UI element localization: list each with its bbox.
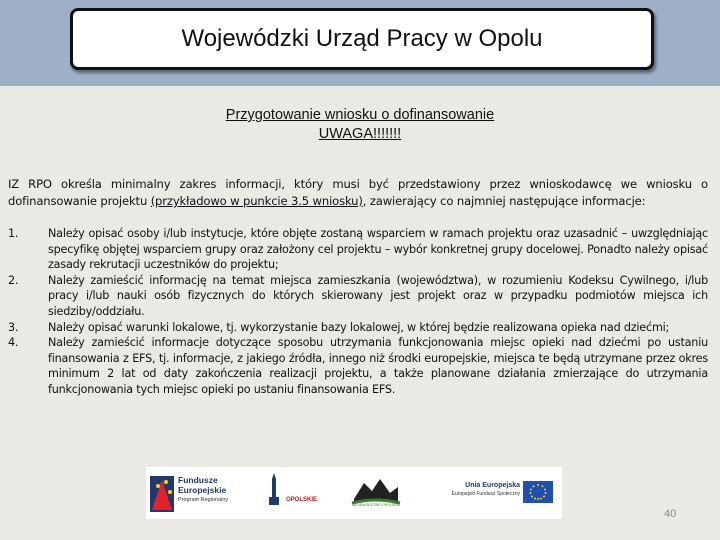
opolskie-text: OPOLSKIE [286,497,318,503]
opolskie-logo [266,473,316,513]
fe-line-1: Fundusze [178,475,218,485]
fe-line-2: Europejskie [178,485,227,495]
page-title: Wojewódzki Urząd Pracy w Opolu [181,25,543,52]
rpo-text: WOJEWÓDZTWO OPOLSKIE [352,503,400,507]
list-item-text: Należy zamieścić informację na temat miejsca zamieszkania (województwa), w rozumieniu Kodeksu Cywilnego, i/lub pracy i/lub nauki osób fizycznych do których skierowany jest projekt oraz w przypadku podmiotów miejsca ich siedziby/oddziału. [48,273,708,318]
requirements-list [8,226,708,398]
section-heading [0,106,720,144]
list-item [8,320,708,336]
list-item-text: Należy zamieścić informacje dotyczące sposobu utrzymania funkcjonowania miejsc opieki nad dziećmi po ustaniu finansowania z EFS, tj. informacje, z jakiego źródła, innego niż środki europejskie, miejsca te będą utrzymane przez okres minimum 2 lat od daty zakończenia realizacji projektu, a także planowane działania zmierzające do utrzymania funkcjonowania tych miejsc opieki po ustaniu finansowania EFS. [48,336,708,396]
intro-text-1: IZ RPO określa minimalny zakres informacji, który musi być przedstawiony przez wnioskodawcę we wniosku o dofinansowanie projektu [8,177,708,208]
list-item-number: 1. [8,227,19,240]
intro-text-2: , zawierający co najmniej następujące informacje: [362,194,646,208]
list-item-text: Należy opisać warunki lokalowe, tj. wykorzystanie bazy lokalowej, w której będzie realizowana opieka nad dziećmi; [48,320,670,334]
eu-sub: Europejski Fundusz Społeczny [451,491,520,497]
title-box [70,8,654,70]
fundusze-text [178,475,228,505]
content-area [0,86,720,540]
list-item-number: 3. [8,320,19,334]
list-item [8,273,708,320]
list-item-text: Należy opisać osoby i/lub instytucje, które objęte zostaną wsparciem w ramach projektu oraz uzasadnić – uwzględniając specyfikę objętej wsparciem grupy oraz założony cel projektu – wybór konkretnej grupy docelowej. Ponadto należy opisać zasady rekrutacji uczestników do projektu; [48,227,708,272]
eu-title: Unia Europejska [465,482,520,489]
list-item [8,226,708,273]
intro-underlined: (przykładowo w punkcie 3.5 wniosku) [150,194,363,208]
page-number: 40 [664,508,677,520]
heading-line-1: Przygotowanie wniosku o dofinansowanie [225,107,495,123]
list-item-number: 2. [8,273,19,287]
funding-logos-strip [146,467,562,519]
fe-sub: Program Regionalny [178,497,229,503]
list-item [8,335,708,397]
heading-line-2: UWAGA!!!!!!! [318,126,402,142]
rpo-region-logo [346,471,406,515]
eu-flag-icon [523,481,553,503]
header-band [0,0,720,86]
eu-text [424,481,520,499]
list-item-number: 4. [8,336,19,350]
intro-paragraph [8,176,708,210]
